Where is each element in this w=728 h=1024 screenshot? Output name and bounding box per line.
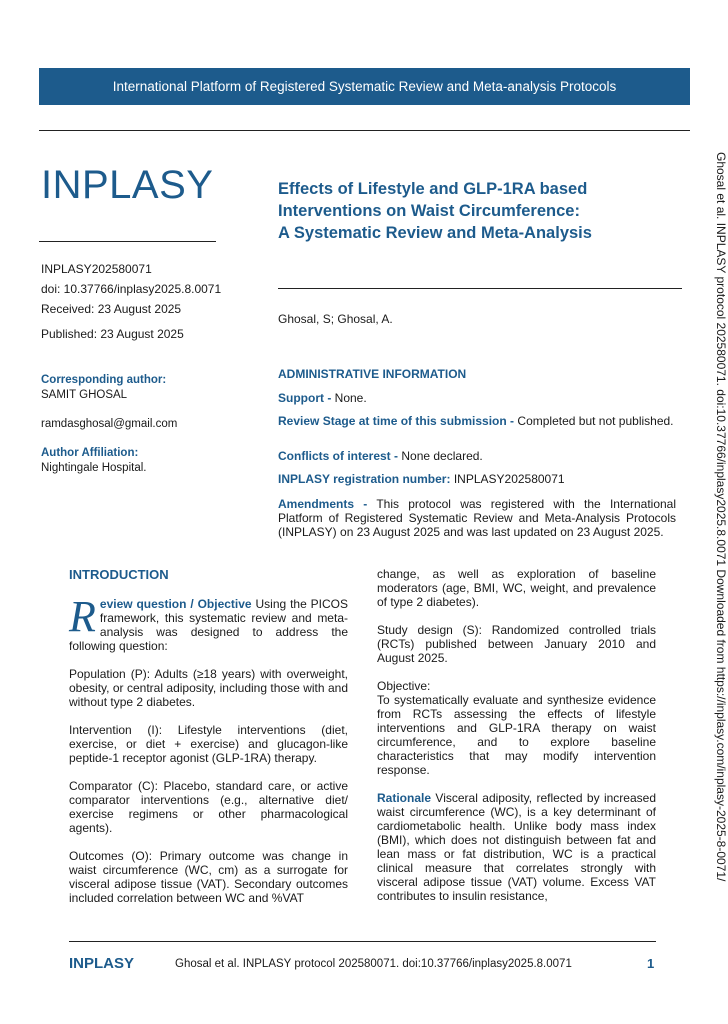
outcomes-paragraph: Outcomes (O): Primary outcome was change in waist circumference (WC, cm) as a surrogate for visceral adipose tissue (VAT). Secondary outcomes included correlation between WC and %VAT	[69, 849, 348, 905]
left-column	[69, 592, 349, 919]
support-line	[278, 391, 676, 405]
title-line-3: A Systematic Review and Meta-Analysis	[278, 224, 592, 242]
conflicts-value: None declared.	[401, 449, 483, 463]
title-rule	[278, 288, 682, 289]
registration-id: INPLASY202580071	[41, 262, 152, 276]
introduction-heading: INTRODUCTION	[69, 567, 169, 582]
paper-title	[278, 178, 678, 244]
affiliation-label: Author Affiliation:	[41, 447, 139, 459]
doi-link[interactable]: doi: 10.37766/inplasy2025.8.0071	[41, 282, 222, 296]
inplasy-logo: INPLASY	[41, 163, 214, 207]
footer-logo: INPLASY	[69, 955, 135, 972]
affiliation-value: Nightingale Hospital.	[41, 462, 147, 474]
review-stage-label: Review Stage at time of this submission -	[278, 414, 515, 428]
outcomes-continued: change, as well as exploration of baseline moderators (age, BMI, WC, weight, and prevalence of type 2 diabetes).	[377, 567, 656, 609]
right-column	[377, 567, 656, 917]
population-paragraph: Population (P): Adults (≥18 years) with overweight, obesity, or central adiposity, including those with and without type 2 diabetes.	[69, 667, 348, 709]
registration-number-value: INPLASY202580071	[453, 472, 565, 486]
comparator-paragraph: Comparator (C): Placebo, standard care, or active comparator interventions (e.g., alternative diet/ exercise regimens or other pharmacological agents).	[69, 779, 348, 835]
corresponding-author-email[interactable]: ramdasghosal@gmail.com	[41, 418, 178, 430]
review-stage-value: Completed but not published.	[517, 414, 674, 428]
published-date: Published: 23 August 2025	[41, 327, 184, 341]
corresponding-author-name: SAMIT GHOSAL	[41, 389, 128, 401]
corresponding-author-label: Corresponding author:	[41, 374, 167, 386]
amendments-value: This protocol was registered with the International Platform of Registered Systematic Review and Meta-Analysis Protocols (INPLASY) on 23 August 2025 and was last updated on 23 August 2025.	[278, 497, 677, 539]
rationale-label: Rationale	[377, 791, 432, 805]
received-date: Received: 23 August 2025	[41, 302, 182, 316]
review-stage-line	[278, 414, 676, 428]
support-label: Support -	[278, 391, 332, 405]
title-line-1: Effects of Lifestyle and GLP-1RA based	[278, 180, 588, 198]
footer-citation: Ghosal et al. INPLASY protocol 202580071. doi:10.37766/inplasy2025.8.0071	[175, 958, 572, 970]
rationale-paragraph	[377, 791, 656, 903]
objective-text: To systematically evaluate and synthesize evidence from RCTs assessing the effects of lifestyle interventions and GLP-1RA therapy on waist circumference, and to explore baseline characteristics that may modify intervention response.	[377, 693, 656, 777]
page-number: 1	[647, 956, 655, 971]
title-line-2: Interventions on Waist Circumference:	[278, 202, 580, 220]
objective-label: Objective:	[377, 679, 431, 693]
logo-rule	[39, 241, 216, 242]
review-question-paragraph	[69, 592, 349, 653]
conflicts-label: Conflicts of interest -	[278, 449, 399, 463]
intervention-paragraph: Intervention (I): Lifestyle interventions (diet, exercise, or diet + exercise) and glucagon-like peptide-1 receptor agonist (GLP-1RA) therapy.	[69, 723, 348, 765]
banner-text: International Platform of Registered Systematic Review and Meta-analysis Protocols	[112, 79, 617, 94]
amendments-line	[278, 497, 676, 539]
conflicts-line	[278, 449, 676, 463]
study-design-paragraph: Study design (S): Randomized controlled trials (RCTs) published between January 2010 and August 2025.	[377, 623, 656, 665]
side-download-notice: Ghosal et al. INPLASY protocol 202580071. doi:10.37766/inplasy2025.8.0071 Downloaded from https://inplasy.com/inplasy-2025-8-0071/	[714, 152, 728, 882]
objective-paragraph	[377, 679, 656, 777]
support-value: None.	[334, 391, 367, 405]
review-question-label: eview question / Objective	[99, 597, 252, 611]
review-question-text: Using the PICOS framework, this systematic review and meta-analysis was designed to address the following question:	[69, 597, 349, 653]
registration-number-line	[278, 472, 676, 486]
amendments-label: Amendments -	[278, 497, 368, 511]
drop-cap: R	[69, 592, 96, 641]
author-list: Ghosal, S; Ghosal, A.	[278, 312, 393, 326]
header-banner	[39, 68, 690, 105]
registration-number-label: INPLASY registration number:	[278, 472, 451, 486]
footer-rule	[69, 941, 656, 942]
admin-heading: ADMINISTRATIVE INFORMATION	[278, 367, 467, 381]
header-rule	[39, 130, 690, 131]
rationale-text: Visceral adiposity, reflected by increased waist circumference (WC), is a key determinant of cardiometabolic health. Unlike body mass index (BMI), which does not distinguish between fat and lean mass or fat distribution, WC is a practical clinical measure that correlates strongly with visceral adipose tissue (VAT) volume. Excess VAT contributes to insulin resistance,	[377, 791, 656, 903]
